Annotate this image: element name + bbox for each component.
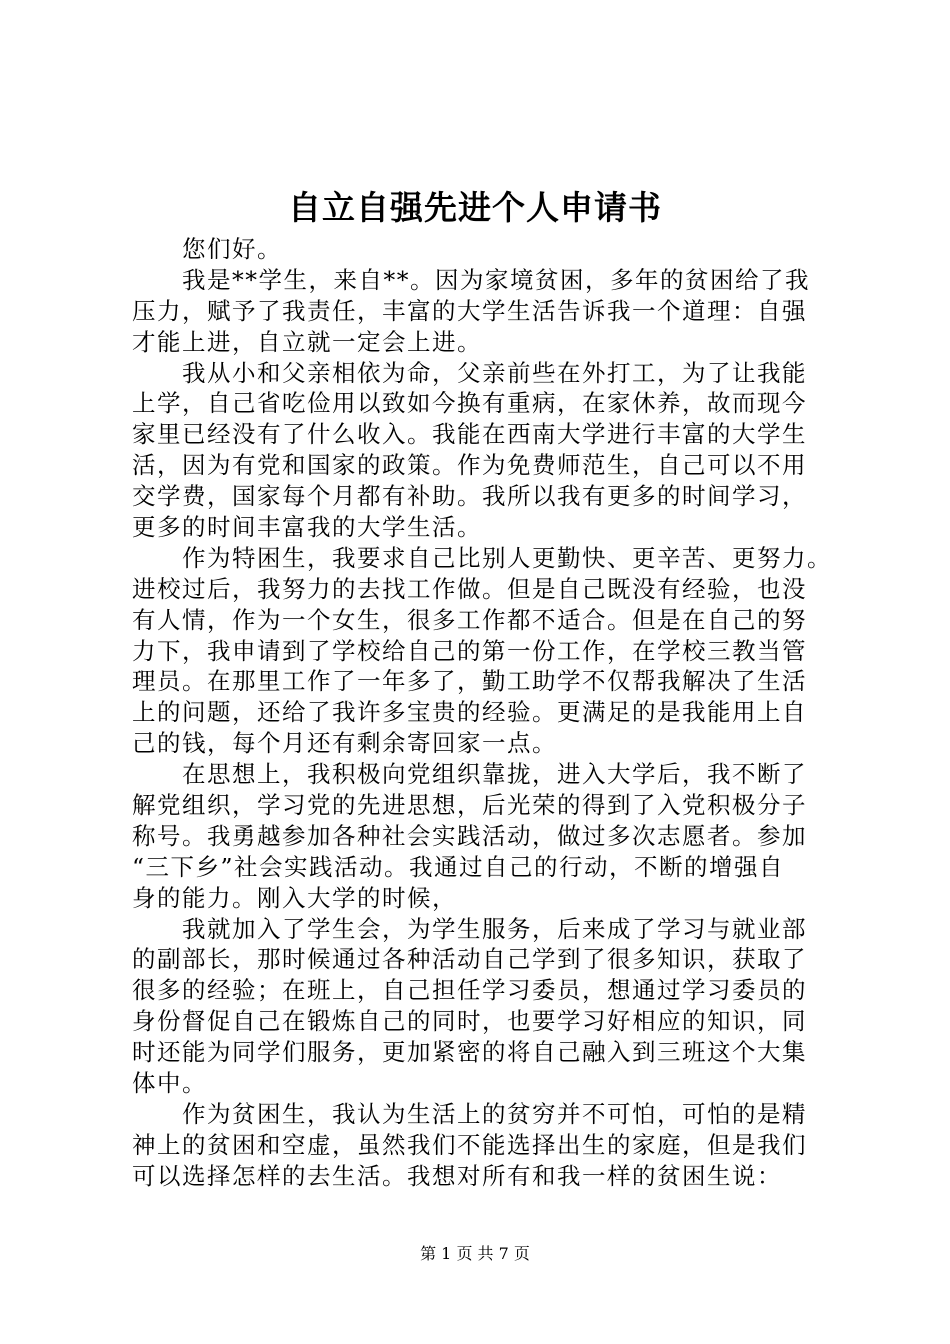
body-line: 力下，我申请到了学校给自己的第一份工作，在学校三教当管 (132, 636, 807, 665)
body-line: 上的问题，还给了我许多宝贵的经验。更满足的是我能用上自 (132, 698, 807, 727)
body-line: 时还能为同学们服务，更加紧密的将自己融入到三班这个大集 (132, 1038, 807, 1067)
body-line: 活，因为有党和国家的政策。作为免费师范生，自己可以不用 (132, 451, 807, 480)
body-line: 身份督促自己在锻炼自己的同时，也要学习好相应的知识，同 (132, 1007, 807, 1036)
body-line: 解党组织，学习党的先进思想，后光荣的得到了入党积极分子 (132, 791, 807, 820)
body-line: 作为贫困生，我认为生活上的贫穷并不可怕，可怕的是精 (182, 1099, 807, 1128)
page-footer: 第 1 页 共 7 页 (420, 1244, 530, 1263)
body-line: 很多的经验；在班上，自己担任学习委员，想通过学习委员的 (132, 976, 807, 1005)
body-line: 进校过后，我努力的去找工作做。但是自己既没有经验，也没 (132, 574, 807, 603)
body-line: “三下乡”社会实践活动。我通过自己的行动，不断的增强自 (132, 852, 785, 881)
body-line: 更多的时间丰富我的大学生活。 (132, 513, 482, 542)
body-line: 才能上进，自立就一定会上进。 (132, 327, 482, 356)
body-line: 在思想上，我积极向党组织靠拢，进入大学后，我不断了 (182, 760, 807, 789)
body-line: 我就加入了学生会，为学生服务，后来成了学习与就业部 (182, 914, 807, 943)
body-line: 可以选择怎样的去生活。我想对所有和我一样的贫困生说： (132, 1161, 782, 1190)
body-line: 上学，自己省吃俭用以致如今换有重病，在家休养，故而现今 (132, 389, 807, 418)
body-line: 您们好。 (182, 235, 282, 263)
body-line: 有人情，作为一个女生，很多工作都不适合。但是在自己的努 (132, 605, 807, 634)
body-line: 的副部长，那时候通过各种活动自己学到了很多知识，获取了 (132, 945, 807, 974)
document-body (132, 234, 832, 1192)
body-line: 我是**学生，来自**。因为家境贫困，多年的贫困给了我 (182, 265, 810, 294)
document-title: 自立自强先进个人申请书 (288, 188, 662, 227)
body-line: 己的钱，每个月还有剩余寄回家一点。 (132, 729, 557, 758)
body-line: 我从小和父亲相依为命，父亲前些在外打工，为了让我能 (182, 358, 807, 387)
body-line: 理员。在那里工作了一年多了，勤工助学不仅帮我解决了生活 (132, 667, 807, 696)
body-line: 家里已经没有了什么收入。我能在西南大学进行丰富的大学生 (132, 420, 807, 449)
body-line: 神上的贫困和空虚，虽然我们不能选择出生的家庭，但是我们 (132, 1130, 807, 1159)
body-line: 体中。 (132, 1069, 207, 1098)
body-line: 称号。我勇越参加各种社会实践活动，做过多次志愿者。参加 (132, 821, 807, 850)
body-line: 身的能力。刚入大学的时候， (132, 883, 457, 912)
body-line: 压力，赋予了我责任，丰富的大学生活告诉我一个道理：自强 (132, 296, 807, 325)
body-line: 作为特困生，我要求自己比别人更勤快、更辛苦、更努力。 (182, 543, 832, 572)
body-line: 交学费，国家每个月都有补助。我所以我有更多的时间学习， (132, 482, 807, 511)
